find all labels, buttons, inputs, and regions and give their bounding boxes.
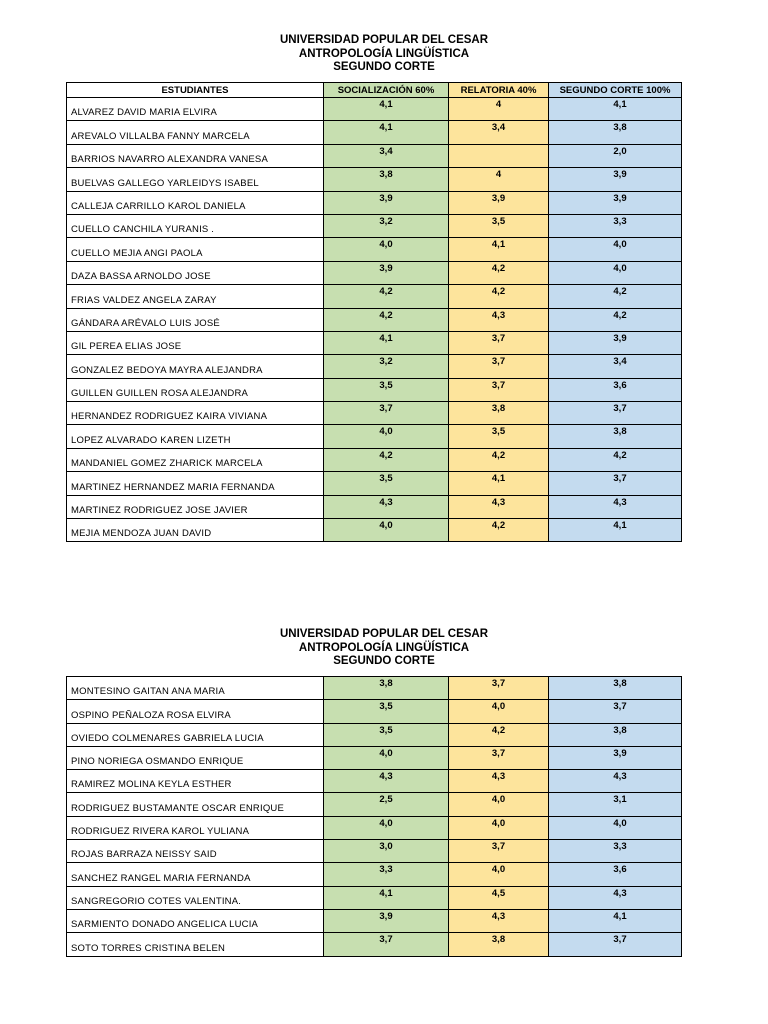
segundo-corte-value: 3,1: [613, 794, 627, 806]
segundo-corte-value: 3,3: [613, 215, 627, 227]
socializacion-grade-cell: 3,8: [324, 677, 449, 700]
socializacion-grade-cell: 3,2: [324, 214, 449, 237]
grades-table-page1: [66, 82, 682, 542]
relatoria-grade-cell: 3,5: [449, 214, 549, 237]
relatoria-grade-cell: 3,7: [449, 840, 549, 863]
table-row: [67, 909, 682, 932]
segundo-corte-value: 3,9: [613, 332, 627, 344]
socializacion-grade-cell: 3,9: [324, 909, 449, 932]
relatoria-grade-cell: 4,2: [449, 261, 549, 284]
segundo-corte-value: 3,6: [613, 864, 627, 876]
student-name-cell: GÁNDARA ARÉVALO LUIS JOSÉ: [67, 308, 324, 331]
segundo-corte-grade-cell: [549, 331, 682, 354]
table-row: [67, 308, 682, 331]
student-name-cell: SANCHEZ RANGEL MARIA FERNANDA: [67, 863, 324, 886]
column-header-students: ESTUDIANTES: [67, 83, 324, 98]
socializacion-grade-cell: 3,4: [324, 144, 449, 167]
segundo-corte-grade-cell: [549, 677, 682, 700]
student-name-cell: OSPINO PEÑALOZA ROSA ELVIRA: [67, 700, 324, 723]
student-name-cell: GIL PEREA ELIAS JOSE: [67, 331, 324, 354]
relatoria-grade-cell: 4,0: [449, 863, 549, 886]
relatoria-grade-cell: 4,3: [449, 770, 549, 793]
relatoria-grade-cell: 4,3: [449, 308, 549, 331]
relatoria-grade-cell: 3,8: [449, 402, 549, 425]
relatoria-grade-cell: 4,3: [449, 909, 549, 932]
segundo-corte-value: 2,0: [613, 145, 627, 157]
segundo-corte-grade-cell: [549, 519, 682, 542]
socializacion-grade-cell: 4,3: [324, 495, 449, 518]
socializacion-grade-cell: 3,8: [324, 168, 449, 191]
relatoria-grade-cell: 4,2: [449, 285, 549, 308]
socializacion-grade-cell: 3,0: [324, 840, 449, 863]
table-row: [67, 886, 682, 909]
segundo-corte-value: 3,7: [613, 403, 627, 415]
relatoria-grade-cell: 3,7: [449, 378, 549, 401]
table-row: [67, 495, 682, 518]
relatoria-grade-cell: 3,7: [449, 355, 549, 378]
relatoria-grade-cell: 3,5: [449, 425, 549, 448]
term-title: SEGUNDO CORTE: [333, 61, 435, 73]
socializacion-grade-cell: 3,5: [324, 700, 449, 723]
socializacion-grade-cell: 3,3: [324, 863, 449, 886]
segundo-corte-value: 3,8: [613, 122, 627, 134]
segundo-corte-value: 4,0: [613, 262, 627, 274]
table-row: [67, 238, 682, 261]
socializacion-grade-cell: 3,5: [324, 472, 449, 495]
relatoria-grade-cell: 4,0: [449, 700, 549, 723]
segundo-corte-grade-cell: [549, 378, 682, 401]
student-name-cell: GONZALEZ BEDOYA MAYRA ALEJANDRA: [67, 355, 324, 378]
relatoria-grade-cell: 3,8: [449, 933, 549, 956]
segundo-corte-grade-cell: [549, 472, 682, 495]
segundo-corte-value: 3,9: [613, 192, 627, 204]
segundo-corte-grade-cell: [549, 840, 682, 863]
table-row: [67, 378, 682, 401]
student-name-cell: PINO NORIEGA OSMANDO ENRIQUE: [67, 746, 324, 769]
segundo-corte-grade-cell: [549, 448, 682, 471]
segundo-corte-value: 4,1: [613, 99, 627, 110]
segundo-corte-grade-cell: [549, 191, 682, 214]
socializacion-grade-cell: 3,2: [324, 355, 449, 378]
column-header-segundo-corte: SEGUNDO CORTE 100%: [549, 83, 682, 98]
table-row: [67, 425, 682, 448]
student-name-cell: HERNANDEZ RODRIGUEZ KAIRA VIVIANA: [67, 402, 324, 425]
segundo-corte-value: 3,4: [613, 356, 627, 368]
socializacion-grade-cell: 3,5: [324, 723, 449, 746]
table-row: [67, 285, 682, 308]
table-row: [67, 723, 682, 746]
segundo-corte-value: 3,8: [613, 678, 627, 689]
student-name-cell: MANDANIEL GOMEZ ZHARICK MARCELA: [67, 448, 324, 471]
student-name-cell: BUELVAS GALLEGO YARLEIDYS ISABEL: [67, 168, 324, 191]
socializacion-grade-cell: 3,7: [324, 933, 449, 956]
segundo-corte-grade-cell: [549, 355, 682, 378]
segundo-corte-value: 4,2: [613, 286, 627, 298]
grades-table-page2: [66, 676, 682, 957]
socializacion-grade-cell: 3,9: [324, 191, 449, 214]
table-row: [67, 121, 682, 144]
segundo-corte-grade-cell: [549, 285, 682, 308]
segundo-corte-value: 4,0: [613, 817, 627, 829]
student-name-cell: DAZA BASSA ARNOLDO JOSE: [67, 261, 324, 284]
table-row: [67, 355, 682, 378]
segundo-corte-value: 4,0: [613, 239, 627, 251]
student-name-cell: BARRIOS NAVARRO ALEXANDRA VANESA: [67, 144, 324, 167]
page2-heading: [0, 628, 768, 669]
segundo-corte-value: 3,3: [613, 841, 627, 853]
student-name-cell: CALLEJA CARRILLO KAROL DANIELA: [67, 191, 324, 214]
socializacion-grade-cell: 4,0: [324, 425, 449, 448]
socializacion-grade-cell: 4,0: [324, 519, 449, 542]
student-name-cell: SARMIENTO DONADO ANGELICA LUCIA: [67, 909, 324, 932]
relatoria-grade-cell: 4: [449, 168, 549, 191]
segundo-corte-value: 4,3: [613, 771, 627, 783]
relatoria-grade-cell: 3,7: [449, 746, 549, 769]
relatoria-grade-cell: 4,2: [449, 448, 549, 471]
segundo-corte-grade-cell: [549, 793, 682, 816]
table-row: [67, 144, 682, 167]
segundo-corte-grade-cell: [549, 495, 682, 518]
segundo-corte-grade-cell: [549, 700, 682, 723]
student-name-cell: ALVAREZ DAVID MARIA ELVIRA: [67, 98, 324, 121]
table-header-row: [67, 83, 682, 98]
table-row: [67, 214, 682, 237]
socializacion-grade-cell: 4,0: [324, 746, 449, 769]
segundo-corte-grade-cell: [549, 144, 682, 167]
segundo-corte-grade-cell: [549, 238, 682, 261]
student-name-cell: SANGREGORIO COTES VALENTINA.: [67, 886, 324, 909]
socializacion-grade-cell: 4,1: [324, 121, 449, 144]
segundo-corte-value: 3,7: [613, 701, 627, 713]
table-row: [67, 448, 682, 471]
table-row: [67, 793, 682, 816]
socializacion-grade-cell: 4,1: [324, 331, 449, 354]
relatoria-grade-cell: 4,0: [449, 793, 549, 816]
student-name-cell: MEJIA MENDOZA JUAN DAVID: [67, 519, 324, 542]
segundo-corte-grade-cell: [549, 909, 682, 932]
relatoria-grade-cell: 4,3: [449, 495, 549, 518]
socializacion-grade-cell: 4,1: [324, 886, 449, 909]
segundo-corte-grade-cell: [549, 121, 682, 144]
student-name-cell: GUILLEN GUILLEN ROSA ALEJANDRA: [67, 378, 324, 401]
segundo-corte-value: 3,6: [613, 379, 627, 391]
segundo-corte-grade-cell: [549, 214, 682, 237]
relatoria-grade-cell: 3,4: [449, 121, 549, 144]
relatoria-grade-cell: 4,2: [449, 519, 549, 542]
student-name-cell: AREVALO VILLALBA FANNY MARCELA: [67, 121, 324, 144]
segundo-corte-value: 3,8: [613, 426, 627, 438]
socializacion-grade-cell: 3,5: [324, 378, 449, 401]
segundo-corte-grade-cell: [549, 863, 682, 886]
student-name-cell: MONTESINO GAITAN ANA MARIA: [67, 677, 324, 700]
course-title: ANTROPOLOGÍA LINGÜÍSTICA: [298, 47, 470, 60]
table-row: [67, 840, 682, 863]
relatoria-grade-cell: 3,9: [449, 191, 549, 214]
student-name-cell: MARTINEZ HERNANDEZ MARIA FERNANDA: [67, 472, 324, 495]
relatoria-grade-cell: 4,5: [449, 886, 549, 909]
term-title: SEGUNDO CORTE: [333, 655, 435, 667]
page1-heading: [0, 34, 768, 75]
socializacion-grade-cell: 4,2: [324, 308, 449, 331]
socializacion-grade-cell: 3,7: [324, 402, 449, 425]
table-row: [67, 770, 682, 793]
table-row: [67, 331, 682, 354]
student-name-cell: CUELLO MEJIA ANGI PAOLA: [67, 238, 324, 261]
socializacion-grade-cell: 4,2: [324, 285, 449, 308]
student-name-cell: MARTINEZ RODRIGUEZ JOSE JAVIER: [67, 495, 324, 518]
relatoria-grade-cell: 4,1: [449, 472, 549, 495]
relatoria-grade-cell: 3,7: [449, 677, 549, 700]
segundo-corte-value: 4,1: [613, 520, 627, 532]
relatoria-grade-cell: 3,7: [449, 331, 549, 354]
table-row: [67, 700, 682, 723]
segundo-corte-value: 4,3: [613, 496, 627, 508]
table-row: [67, 677, 682, 700]
socializacion-grade-cell: 4,3: [324, 770, 449, 793]
course-title: ANTROPOLOGÍA LINGÜÍSTICA: [298, 641, 470, 654]
table-row: [67, 191, 682, 214]
student-name-cell: CUELLO CANCHILA YURANIS .: [67, 214, 324, 237]
relatoria-grade-cell: 4,2: [449, 723, 549, 746]
segundo-corte-grade-cell: [549, 816, 682, 839]
segundo-corte-grade-cell: [549, 168, 682, 191]
column-header-relatoria: RELATORIA 40%: [449, 83, 549, 98]
student-name-cell: LOPEZ ALVARADO KAREN LIZETH: [67, 425, 324, 448]
segundo-corte-value: 4,3: [613, 887, 627, 899]
segundo-corte-grade-cell: [549, 402, 682, 425]
table-row: [67, 98, 682, 121]
column-header-socializacion: SOCIALIZACIÓN 60%: [324, 83, 449, 98]
table-row: [67, 402, 682, 425]
segundo-corte-grade-cell: [549, 98, 682, 121]
segundo-corte-grade-cell: [549, 770, 682, 793]
segundo-corte-grade-cell: [549, 425, 682, 448]
segundo-corte-grade-cell: [549, 261, 682, 284]
university-title: UNIVERSIDAD POPULAR DEL CESAR: [279, 628, 489, 640]
segundo-corte-grade-cell: [549, 308, 682, 331]
table-row: [67, 933, 682, 956]
student-name-cell: RODRIGUEZ BUSTAMANTE OSCAR ENRIQUE: [67, 793, 324, 816]
student-name-cell: SOTO TORRES CRISTINA BELEN: [67, 933, 324, 956]
relatoria-grade-cell: 4,0: [449, 816, 549, 839]
segundo-corte-grade-cell: [549, 933, 682, 956]
table-row: [67, 746, 682, 769]
student-name-cell: RAMIREZ MOLINA KEYLA ESTHER: [67, 770, 324, 793]
segundo-corte-value: 3,8: [613, 724, 627, 736]
segundo-corte-value: 4,2: [613, 449, 627, 461]
table-row: [67, 261, 682, 284]
student-name-cell: RODRIGUEZ RIVERA KAROL YULIANA: [67, 816, 324, 839]
relatoria-grade-cell: [449, 144, 549, 167]
segundo-corte-grade-cell: [549, 723, 682, 746]
relatoria-grade-cell: 4: [449, 98, 549, 121]
student-name-cell: ROJAS BARRAZA NEISSY SAID: [67, 840, 324, 863]
university-title: UNIVERSIDAD POPULAR DEL CESAR: [279, 34, 489, 46]
segundo-corte-value: 3,7: [613, 473, 627, 485]
segundo-corte-value: 3,9: [613, 169, 627, 181]
segundo-corte-grade-cell: [549, 886, 682, 909]
socializacion-grade-cell: 4,0: [324, 238, 449, 261]
segundo-corte-grade-cell: [549, 746, 682, 769]
segundo-corte-value: 4,1: [613, 910, 627, 922]
student-name-cell: FRIAS VALDEZ ANGELA ZARAY: [67, 285, 324, 308]
table-row: [67, 863, 682, 886]
socializacion-grade-cell: 2,5: [324, 793, 449, 816]
segundo-corte-value: 3,9: [613, 747, 627, 759]
student-name-cell: OVIEDO COLMENARES GABRIELA LUCIA: [67, 723, 324, 746]
segundo-corte-value: 4,2: [613, 309, 627, 321]
table-row: [67, 519, 682, 542]
table-row: [67, 472, 682, 495]
socializacion-grade-cell: 4,2: [324, 448, 449, 471]
socializacion-grade-cell: 3,9: [324, 261, 449, 284]
table-row: [67, 816, 682, 839]
socializacion-grade-cell: 4,0: [324, 816, 449, 839]
socializacion-grade-cell: 4,1: [324, 98, 449, 121]
segundo-corte-value: 3,7: [613, 934, 627, 946]
table-row: [67, 168, 682, 191]
relatoria-grade-cell: 4,1: [449, 238, 549, 261]
